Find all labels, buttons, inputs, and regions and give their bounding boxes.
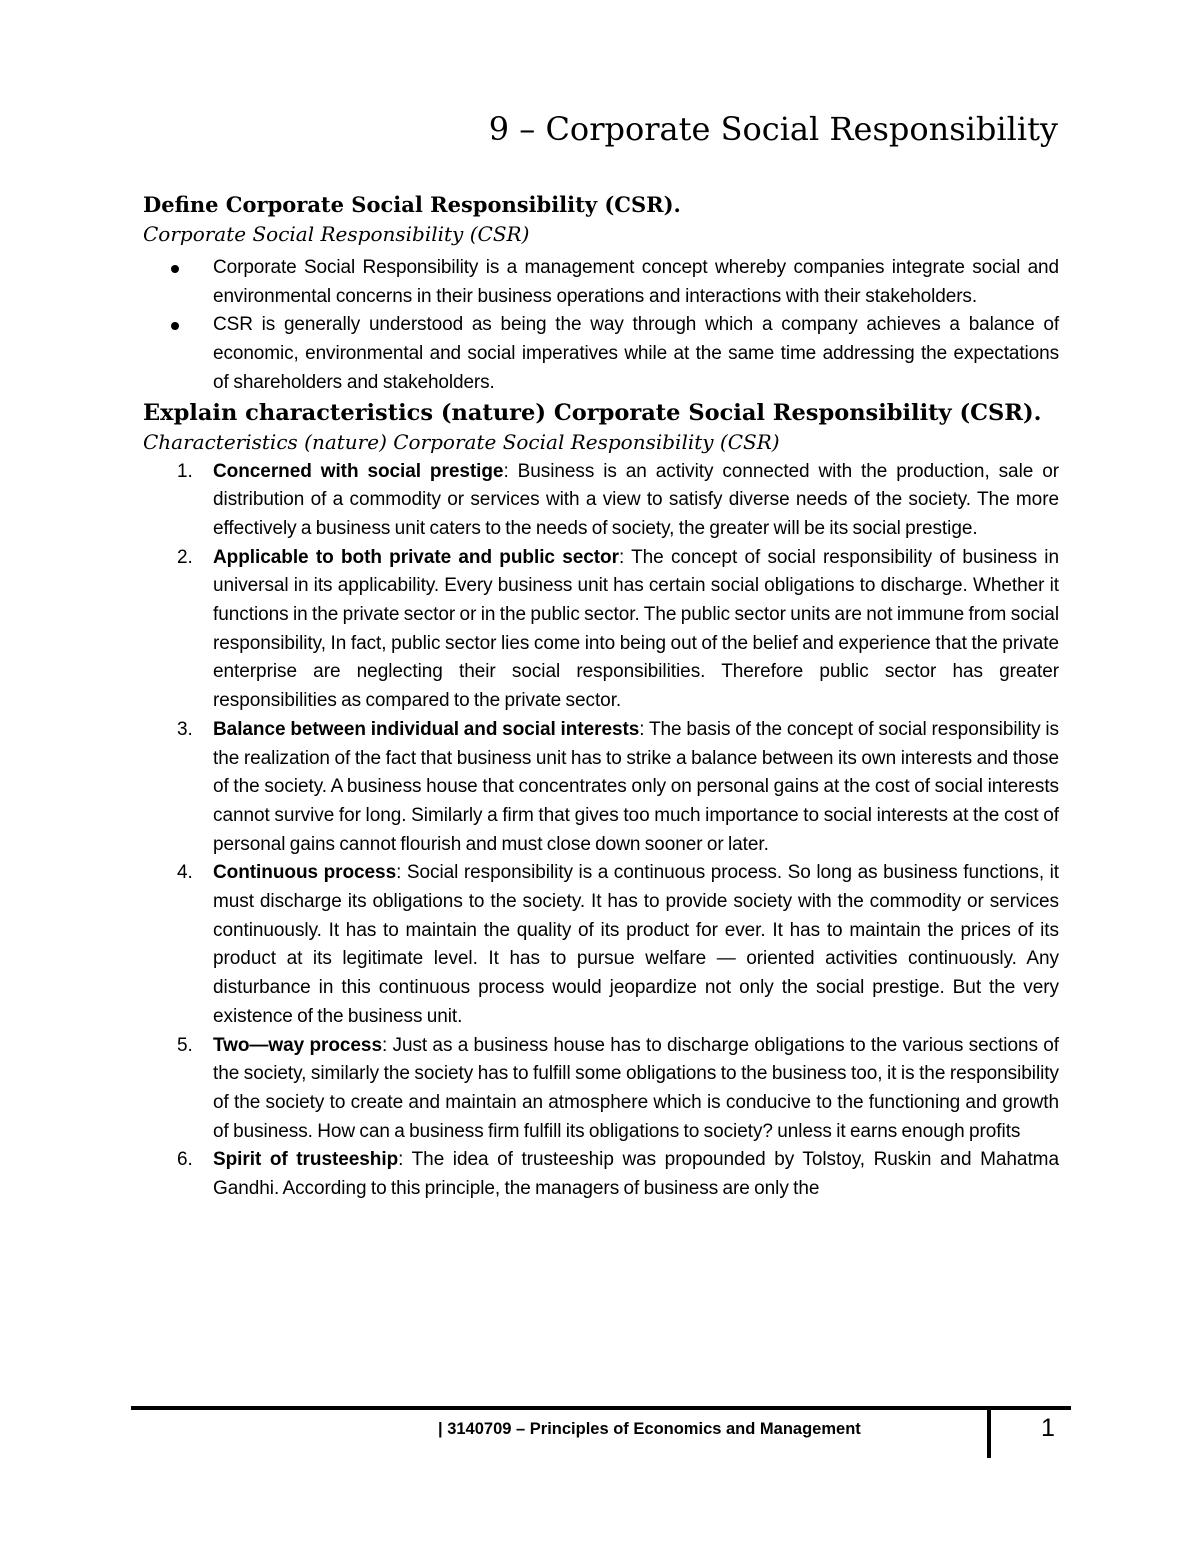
definition-bullet-list [143,254,1059,398]
characteristic-item [143,458,1059,544]
item-number: 2. [177,546,193,568]
bullet-dot-icon [171,322,179,330]
item-title: Applicable to both private and public sector [213,546,619,568]
item-text: : The idea of trusteeship was propounded by Tolstoy, Ruskin and Mahatma Gandhi. According to this principle, the managers of business are only the [213,1149,1059,1200]
item-number: 4. [177,862,193,884]
chapter-title: 9 – Corporate Social Responsibility [488,110,1058,148]
item-text: : Just as a business house has to discharge obligations to the various sections of the society, similarly the society has to fulfill some obligations to the business too, it is the responsibility of the society to create and maintain an atmosphere which is conducive to the functioning and growth of business. How can a business firm fulfill its obligations to society? unless it earns enough profits [213,1034,1059,1142]
bullet-text: CSR is generally understood as being the way through which a company achieves a balance of economic, environmental and social imperatives while at the same time addressing the expectations of shareholders and stakeholders. [213,314,1059,393]
footer-divider [987,1408,991,1458]
page-content [143,190,1059,1204]
item-text: : Business is an activity connected with the production, sale or distribution of a commodity or services with a view to satisfy diverse needs of the society. The more effectively a business unit caters to the needs of society, the greater will be its social prestige. [213,460,1059,539]
item-title: Balance between individual and social interests [213,718,640,740]
footer-rule [131,1406,1071,1410]
section-heading-characteristics: Explain characteristics (nature) Corporate Social Responsibility (CSR). [143,399,1042,426]
item-text: : The concept of social responsibility of business in universal in its applicability. Every business unit has certain social obligations to discharge. Whether it functions in the private sector or in the public sector. The public sector units are not immune from social responsibility, In fact, public sector lies come into being out of the belief and experience that the private enterprise are neglecting their social responsibilities. Therefore public sector has greater responsibilities as compared to the private sector. [213,546,1059,712]
characteristics-list [143,458,1059,1204]
characteristic-item [143,1146,1059,1203]
section-subheading-define: Corporate Social Responsibility (CSR) [143,222,530,246]
section-heading-define: Define Corporate Social Responsibility (CSR). [143,192,681,217]
item-number: 1. [177,460,193,482]
item-text: : The basis of the concept of social responsibility is the realization of the fact that business unit has to strike a balance between its own interests and those of the society. A business house that concentrates only on personal gains at the cost of social interests cannot survive for long. Similarly a firm that gives too much importance to social interests at the cost of personal gains cannot flourish and must close down sooner or later. [213,718,1059,855]
item-title: Continuous process [213,862,397,884]
item-number: 5. [177,1034,193,1056]
item-number: 6. [177,1149,193,1171]
item-number: 3. [177,718,193,740]
footer-course-title: | 3140709 – Principles of Economics and Management [438,1420,861,1438]
definition-bullet [143,311,1059,397]
item-title: Two—way process [213,1034,382,1056]
characteristic-item [143,859,1059,1031]
item-text: : Social responsibility is a continuous process. So long as business functions, it must discharge its obligations to the society. It has to provide society with the commodity or services continuously. It has to maintain the quality of its product for ever. It has to maintain the prices of its product at its legitimate level. It has to pursue welfare — oriented activities continuously. Any disturbance in this continuous process would jeopardize not only the social prestige. But the very existence of the business unit. [213,862,1060,1027]
characteristic-item [143,1032,1059,1147]
item-title: Spirit of trusteeship [213,1149,399,1171]
bullet-text: Corporate Social Responsibility is a management concept whereby companies integrate social and environmental concerns in their business operations and interactions with their stakeholders. [213,257,1059,307]
bullet-dot-icon [171,265,179,273]
page-number: 1 [1041,1414,1055,1442]
item-title: Concerned with social prestige [213,460,504,482]
characteristic-item [143,544,1059,716]
definition-bullet [143,254,1059,311]
section-subheading-characteristics: Characteristics (nature) Corporate Social Responsibility (CSR) [143,429,780,454]
characteristic-item [143,716,1059,860]
